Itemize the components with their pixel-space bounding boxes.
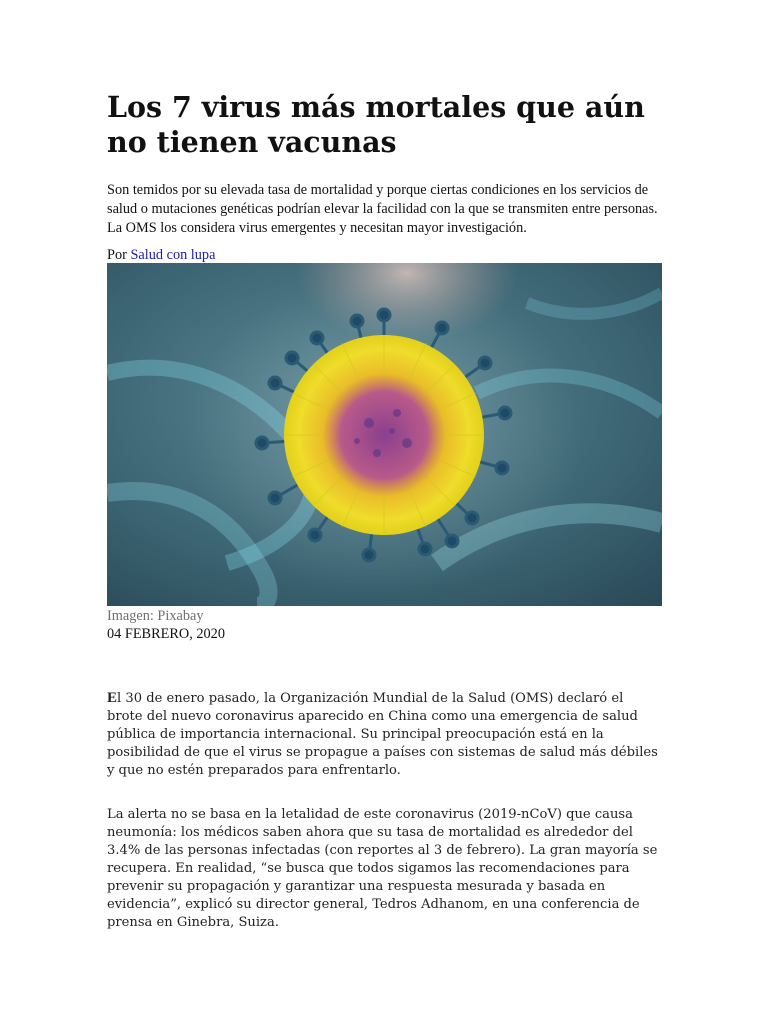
article-title: Los 7 virus más mortales que aún no tienen vacunas — [107, 90, 645, 159]
body-paragraph-2: La alerta no se basa en la letalidad de este coronavirus (2019-nCoV) que causa neumonía: los médicos saben ahora que su tasa de mortalidad es alrededor del 3.4% de las personas infectadas (con reportes al 3 de febrero). La gran mayoría se recupera. En realidad, “se busca que todos sigamos las recomendaciones para prevenir su propagación y garantizar una respuesta mesurada y basada en evidencia”, explicó su director general, Tedros Adhanom, en una conferencia de prensa en Ginebra, Suiza. — [107, 807, 658, 930]
body-paragraph-1-text: l 30 de enero pasado, la Organización Mundial de la Salud (OMS) declaró el brote del nuevo coronavirus aparecido en China como una emergencia de salud pública de importancia internacional. Su principal preocupación está en la posibilidad de que el virus se propague a países con sistemas de salud más débiles y que no estén preparados para enfrentarlo. — [107, 691, 658, 778]
byline-prefix: Por — [107, 247, 127, 263]
drop-cap: E — [107, 690, 118, 706]
article-dek: Son temidos por su elevada tasa de mortalidad y porque ciertas condiciones en los servicios de salud o mutaciones genéticas podrían elevar la facilidad con la que se transmiten entre personas. La OMS los considera virus emergentes y necesitan mayor investigación. — [107, 182, 658, 236]
image-caption: Imagen: Pixabay — [107, 608, 204, 624]
publish-date: 04 FEBRERO, 2020 — [107, 626, 225, 642]
body-paragraph-1 — [107, 689, 662, 780]
hero-image — [107, 263, 662, 606]
author-link[interactable]: Salud con lupa — [130, 247, 216, 263]
byline — [107, 246, 215, 264]
